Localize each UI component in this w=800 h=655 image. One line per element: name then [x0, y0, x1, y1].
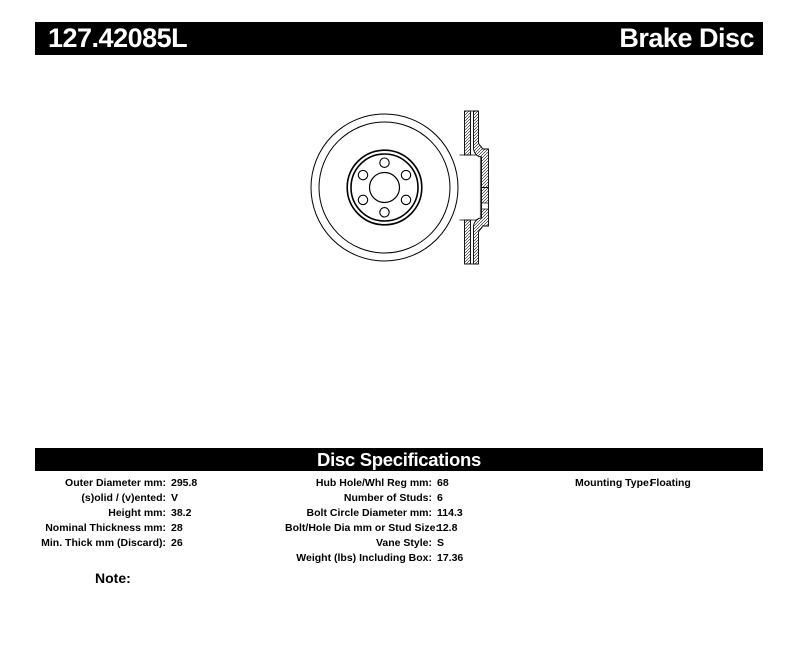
spec-row-bolt-hole-dia [285, 521, 463, 536]
spec-label: (s)olid / (v)ented: [81, 492, 166, 504]
center-hub-hole [370, 173, 400, 203]
spec-value: 17.36 [437, 552, 464, 564]
header-bar [35, 22, 763, 55]
product-type-title: Brake Disc [619, 23, 754, 53]
spec-row-hub-hole [285, 476, 463, 491]
spec-label: Mounting Type: [575, 477, 653, 489]
spec-value: 6 [437, 492, 443, 504]
spec-row-nominal-thickness [40, 521, 197, 536]
spec-row-min-thick [40, 536, 197, 551]
spec-value: 26 [171, 537, 183, 549]
spec-value: 12.8 [437, 522, 458, 534]
spec-column-middle [285, 476, 463, 566]
spec-section-title: Disc Specifications [317, 449, 481, 470]
spec-value: 38.2 [171, 507, 192, 519]
spec-label: Number of Studs: [343, 492, 432, 504]
spec-label: Weight (lbs) Including Box: [296, 552, 432, 564]
technical-drawing [300, 100, 510, 275]
spec-label: Vane Style: [375, 537, 432, 549]
spec-row-vane-style [285, 536, 463, 551]
spec-row-bolt-circle-diameter [285, 506, 463, 521]
spec-column-right [575, 476, 691, 491]
spec-row-height [40, 506, 197, 521]
spec-row-weight [285, 551, 463, 566]
spec-label: Nominal Thickness mm: [45, 522, 166, 534]
spec-row-solid-vented [40, 491, 197, 506]
brake-disc-drawing-svg [300, 100, 510, 275]
note-label: Note: [95, 570, 131, 586]
disc-front-view [311, 114, 458, 261]
bolt-holes [358, 158, 410, 217]
spec-row-number-of-studs [285, 491, 463, 506]
spec-value: 295.8 [171, 477, 198, 489]
spec-value: 68 [437, 477, 449, 489]
disc-cross-section-view [460, 111, 489, 264]
spec-label: Bolt/Hole Dia mm or Stud Size: [285, 522, 440, 534]
spec-column-left [40, 476, 197, 551]
spec-value: V [171, 492, 179, 504]
spec-row-mounting-type [575, 476, 691, 491]
spec-value: 28 [171, 522, 183, 534]
spec-value: Floating [650, 477, 691, 489]
part-number: 127.42085L [48, 23, 188, 53]
spec-label: Outer Diameter mm: [65, 477, 166, 489]
spec-label: Hub Hole/Whl Reg mm: [315, 477, 432, 489]
spec-label: Bolt Circle Diameter mm: [306, 507, 432, 519]
spec-section-bar [35, 448, 763, 471]
spec-value: S [437, 537, 445, 549]
spec-label: Height mm: [108, 507, 166, 519]
spec-label: Min. Thick mm (Discard): [41, 537, 166, 549]
spec-value: 114.3 [437, 507, 463, 519]
spec-row-outer-diameter [40, 476, 197, 491]
